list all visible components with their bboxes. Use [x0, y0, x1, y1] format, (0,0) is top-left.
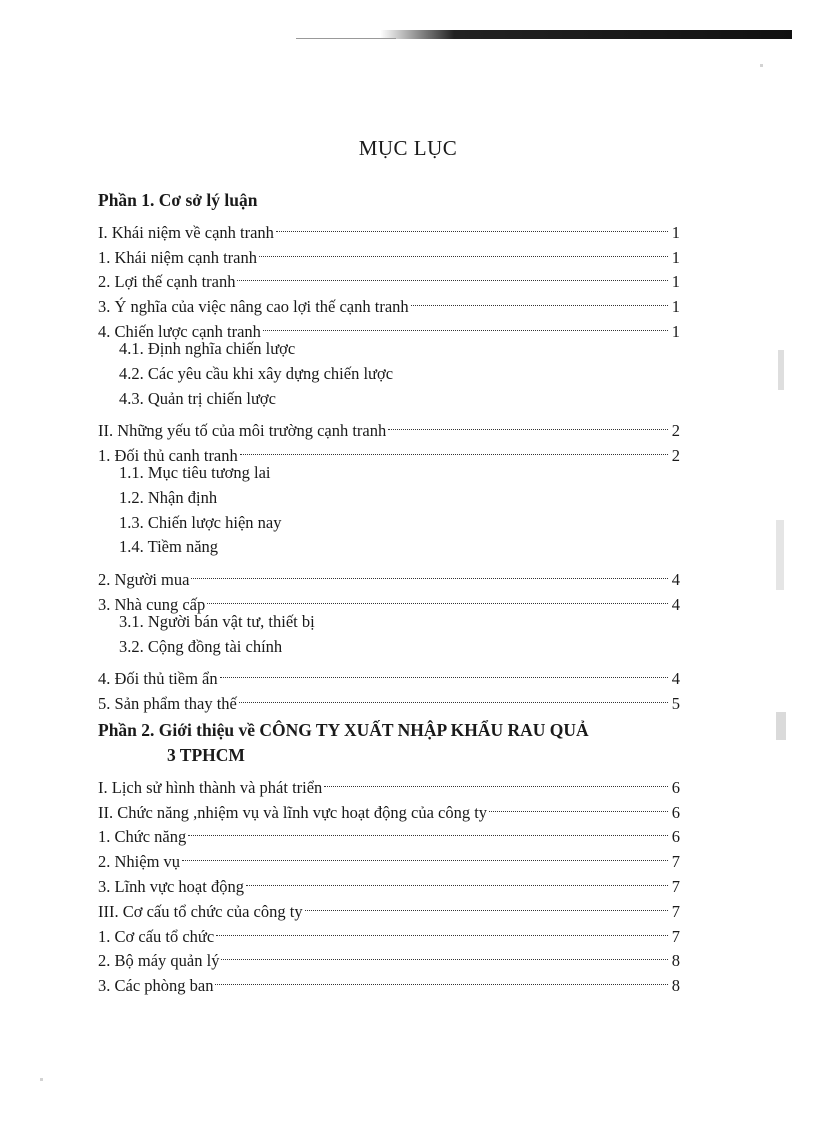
dot-leader — [276, 213, 668, 238]
toc-entry-label: 2. Bộ máy quản lý — [98, 951, 220, 971]
toc-entry-page: 8 — [671, 951, 680, 971]
toc-entry-page: 1 — [671, 272, 680, 292]
table-of-contents — [98, 188, 680, 996]
toc-entry-page: 1 — [671, 247, 680, 267]
toc-entry-label: II. Chức năng ,nhiệm vụ và lĩnh vực hoạt động của công ty — [98, 802, 488, 822]
toc-entry-label: 3. Các phòng ban — [98, 976, 214, 996]
toc-entry-label: 1. Đối thủ canh tranh — [98, 445, 238, 465]
toc-entry-page: 6 — [671, 802, 680, 822]
toc-entry-label: 1.1. Mục tiêu tương lai — [119, 462, 271, 482]
part-2-heading-continued: 3 TPHCM — [167, 744, 245, 765]
toc-entry[interactable] — [98, 560, 680, 589]
toc-entry-label: 1.3. Chiến lược hiện nay — [119, 512, 282, 532]
toc-entry-page: 7 — [671, 852, 680, 872]
toc-entry-label: 2. Nhiệm vụ — [98, 852, 181, 872]
dot-leader — [182, 842, 668, 867]
page-title: MỤC LỤC — [358, 136, 458, 160]
toc-subentry[interactable] — [98, 337, 680, 362]
toc-entry-label: I. Lịch sử hình thành và phát triển — [98, 777, 323, 797]
toc-entry-label: 5. Sản phẩm thay thế — [98, 693, 237, 713]
toc-entry-label: II. Những yếu tố của môi trường cạnh tranh — [98, 421, 387, 441]
toc-entry-label: 3. Ý nghĩa của việc nâng cao lợi thế cạnh tranh — [98, 297, 409, 317]
toc-entry-label: 4. Chiến lược cạnh tranh — [98, 321, 261, 341]
toc-entry-page: 4 — [671, 669, 680, 689]
toc-entry-page: 8 — [671, 976, 680, 996]
toc-subentry[interactable] — [98, 511, 680, 536]
toc-entry-page: 1 — [671, 222, 680, 242]
toc-entry-page: 7 — [671, 926, 680, 946]
toc-entry-page: 7 — [671, 876, 680, 896]
toc-entry[interactable] — [98, 867, 680, 896]
toc-subentry[interactable] — [98, 635, 680, 660]
dot-leader — [207, 585, 668, 610]
toc-subentry[interactable] — [98, 535, 680, 560]
toc-entry-page: 2 — [671, 421, 680, 441]
dot-leader — [388, 411, 668, 436]
toc-entry-label: 3. Nhà cung cấp — [98, 594, 206, 614]
toc-entry-label: 1.4. Tiềm năng — [119, 537, 219, 557]
toc-entry-label: 1. Cơ cấu tổ chức — [98, 926, 215, 946]
toc-entry-label: 1. Khái niệm cạnh tranh — [98, 247, 257, 267]
toc-entry-page: 2 — [671, 445, 680, 465]
toc-entry-label: 3.2. Cộng đồng tài chính — [119, 636, 283, 656]
dot-leader — [216, 917, 668, 942]
toc-entry-page: 6 — [671, 777, 680, 797]
scan-speck — [760, 64, 763, 67]
dot-leader — [324, 768, 668, 793]
scan-edge-shadow — [380, 30, 792, 39]
scan-edge-line — [296, 38, 396, 39]
dot-leader — [188, 818, 668, 843]
toc-entry-page: 4 — [671, 594, 680, 614]
scan-speck — [776, 712, 786, 740]
toc-entry[interactable] — [98, 659, 680, 689]
toc-entry-page: 7 — [671, 901, 680, 921]
toc-entry-label: 4.3. Quản trị chiến lược — [119, 388, 276, 408]
toc-entry[interactable] — [98, 411, 680, 441]
toc-entry-page: 1 — [671, 321, 680, 341]
toc-subentry[interactable] — [98, 461, 680, 486]
dot-leader — [220, 659, 668, 684]
toc-entry-label: 3. Lĩnh vực hoạt động — [98, 876, 244, 896]
dot-leader — [305, 892, 668, 917]
toc-entry-label: III. Cơ cấu tổ chức của công ty — [98, 901, 303, 921]
toc-subentry[interactable] — [98, 362, 680, 387]
scan-speck — [776, 520, 784, 590]
part-1-heading: Phần 1. Cơ sở lý luận — [98, 190, 258, 210]
toc-entry-page: 1 — [671, 297, 680, 317]
scan-speck — [778, 350, 784, 390]
toc-entry[interactable] — [98, 842, 680, 872]
dot-leader — [215, 966, 668, 991]
toc-entry-page: 5 — [671, 693, 680, 713]
toc-entry-label: 1.2. Nhận định — [119, 487, 218, 507]
toc-entry-label: 2. Người mua — [98, 569, 190, 589]
scan-speck — [40, 1078, 43, 1081]
dot-leader — [489, 793, 668, 818]
part-2-heading: Phần 2. Giới thiệu về CÔNG TY XUẤT NHẬP KHẨU RAU QUẢ — [98, 719, 589, 740]
toc-entry-label: 2. Lợi thế cạnh tranh — [98, 272, 236, 292]
toc-entry-label: 4.2. Các yêu cầu khi xây dựng chiến lược — [119, 363, 394, 383]
toc-entry[interactable] — [98, 213, 680, 242]
toc-subentry[interactable] — [98, 387, 680, 412]
toc-subentry[interactable] — [98, 486, 680, 511]
toc-entry-page: 4 — [671, 569, 680, 589]
dot-leader — [411, 287, 668, 312]
dot-leader — [221, 942, 668, 967]
toc-entry-label: 4. Đối thủ tiềm ẩn — [98, 669, 218, 689]
toc-entry[interactable] — [98, 768, 680, 797]
dot-leader — [191, 560, 668, 585]
dot-leader — [237, 263, 668, 288]
toc-entry-label: I. Khái niệm về cạnh tranh — [98, 222, 274, 242]
toc-subentry[interactable] — [98, 610, 680, 635]
dot-leader — [239, 684, 668, 709]
toc-entry-label: 4.1. Định nghĩa chiến lược — [119, 338, 296, 358]
dot-leader — [246, 867, 668, 892]
toc-entry-label: 1. Chức năng — [98, 827, 187, 847]
dot-leader — [259, 238, 668, 263]
dot-leader — [240, 436, 668, 461]
toc-entry-label: 3.1. Người bán vật tư, thiết bị — [119, 611, 315, 631]
toc-entry-page: 6 — [671, 827, 680, 847]
dot-leader — [263, 312, 668, 337]
